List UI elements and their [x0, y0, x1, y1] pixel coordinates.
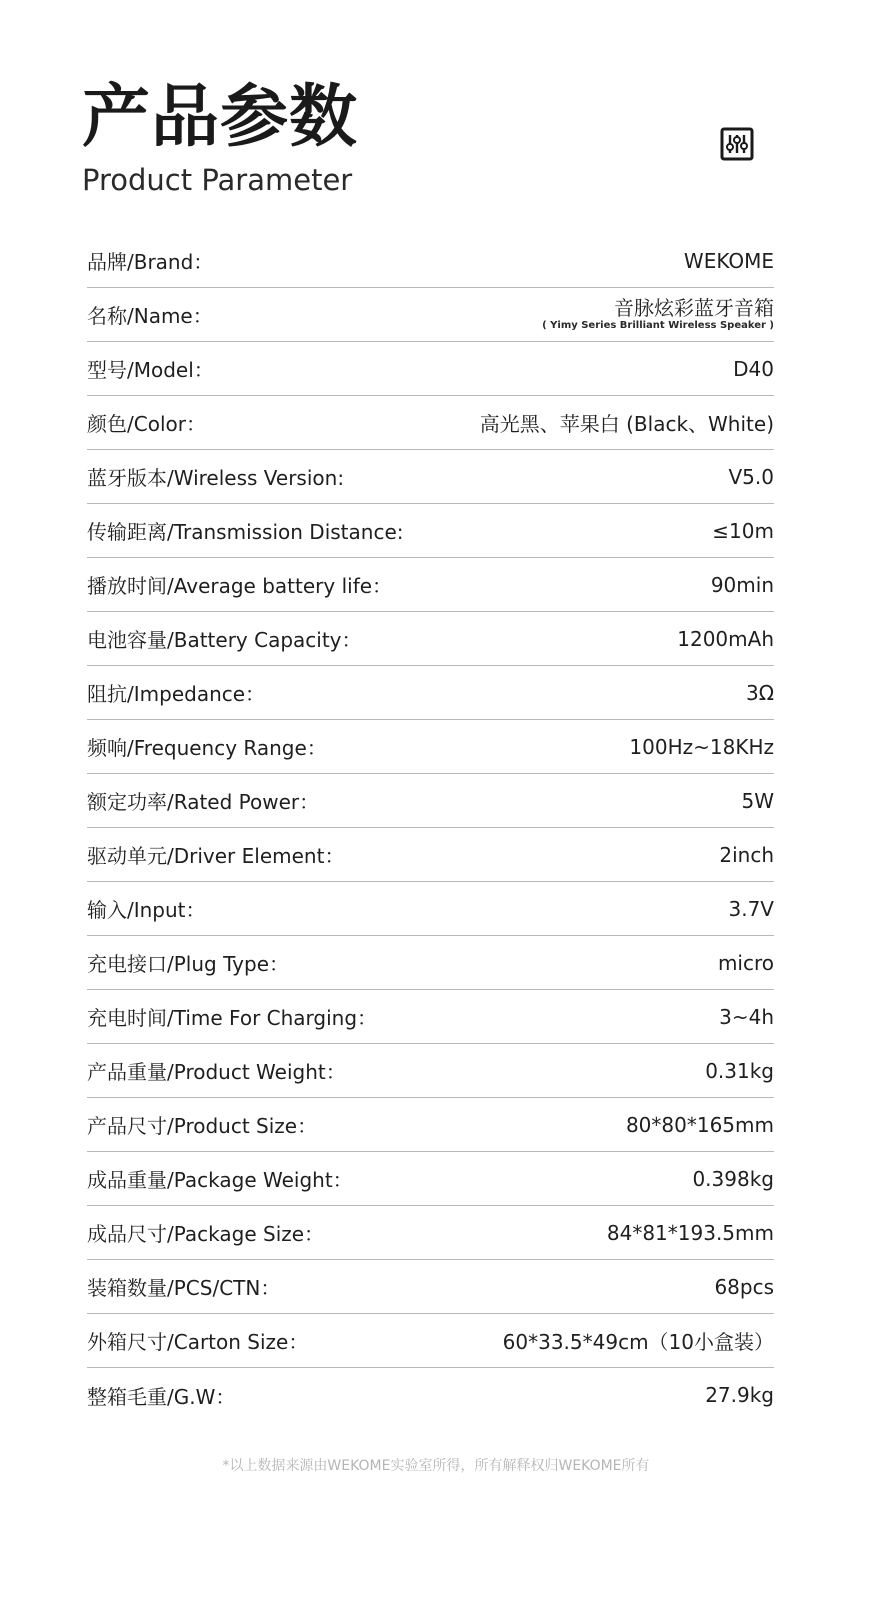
spec-label: 装箱数量/PCS/CTN： — [87, 1276, 281, 1300]
spec-label: 充电接口/Plug Type： — [87, 952, 290, 976]
spec-label: 传输距离/Transmission Distance: — [87, 520, 404, 544]
spec-row — [87, 504, 774, 558]
spec-row — [87, 990, 774, 1044]
spec-row — [87, 234, 774, 288]
spec-row — [87, 666, 774, 720]
spec-row — [87, 1368, 774, 1422]
spec-label: 产品重量/Product Weight： — [87, 1060, 346, 1084]
spec-value: 68pcs — [714, 1274, 774, 1299]
spec-value: 84*81*193.5mm — [606, 1220, 774, 1245]
spec-row — [87, 342, 774, 396]
spec-label: 充电时间/Time For Charging： — [87, 1006, 378, 1030]
spec-value: 3Ω — [745, 680, 774, 705]
spec-row — [87, 1314, 774, 1368]
spec-row — [87, 882, 774, 936]
spec-value: 音脉炫彩蓝牙音箱 — [614, 296, 774, 320]
spec-value: 1200mAh — [677, 626, 774, 651]
spec-value: 3~4h — [719, 1004, 774, 1029]
spec-label: 整箱毛重/G.W： — [87, 1384, 236, 1409]
spec-label: 输入/Input： — [87, 898, 206, 922]
spec-value-group — [542, 297, 774, 332]
spec-value: WEKOME — [683, 248, 774, 273]
settings-sliders-icon — [720, 127, 754, 161]
spec-value: 5W — [741, 788, 774, 813]
footnote: *以上数据来源由WEKOME实验室所得，所有解释权归WEKOME所有 — [222, 1458, 650, 1474]
page-header — [82, 78, 792, 208]
spec-value: D40 — [733, 356, 774, 381]
spec-value: 3.7V — [728, 896, 774, 921]
spec-value: micro — [717, 950, 774, 975]
spec-label: 电池容量/Battery Capacity： — [87, 628, 362, 652]
spec-label: 品牌/Brand： — [87, 250, 214, 274]
spec-row — [87, 774, 774, 828]
spec-row — [87, 288, 774, 342]
spec-label: 外箱尺寸/Carton Size： — [87, 1330, 309, 1354]
spec-row — [87, 1044, 774, 1098]
spec-row — [87, 1206, 774, 1260]
spec-table — [87, 234, 774, 1422]
spec-row — [87, 612, 774, 666]
spec-row — [87, 396, 774, 450]
spec-label: 成品尺寸/Package Size： — [87, 1222, 325, 1246]
spec-row — [87, 720, 774, 774]
spec-label: 播放时间/Average battery life： — [87, 574, 393, 598]
spec-row — [87, 1098, 774, 1152]
spec-row — [87, 1152, 774, 1206]
spec-value: 90min — [710, 572, 774, 597]
page-title-en: Product Parameter — [82, 163, 353, 197]
spec-value: 高光黑、苹果白 (Black、White) — [479, 412, 774, 436]
spec-label: 阻抗/Impedance： — [87, 682, 266, 706]
spec-value: 0.398kg — [692, 1166, 774, 1191]
spec-row — [87, 936, 774, 990]
spec-value: 2inch — [719, 842, 774, 867]
spec-row — [87, 828, 774, 882]
spec-label: 成品重量/Package Weight： — [87, 1168, 353, 1192]
spec-value: 60*33.5*49cm（10小盒装） — [502, 1330, 774, 1354]
page-title-cn: 产品参数 — [82, 78, 359, 157]
spec-label: 名称/Name： — [87, 304, 213, 328]
spec-value: V5.0 — [728, 464, 774, 489]
spec-value: 0.31kg — [705, 1058, 774, 1083]
spec-label: 蓝牙版本/Wireless Version: — [87, 466, 345, 490]
spec-label: 型号/Model： — [87, 358, 214, 382]
spec-value: 100Hz~18KHz — [629, 734, 774, 759]
spec-row — [87, 450, 774, 504]
spec-row — [87, 1260, 774, 1314]
spec-label: 产品尺寸/Product Size： — [87, 1114, 318, 1138]
spec-value: ≤10m — [712, 518, 774, 543]
spec-value: 27.9kg — [705, 1383, 774, 1407]
spec-label: 颜色/Color： — [87, 412, 206, 436]
spec-label: 频响/Frequency Range： — [87, 736, 327, 760]
spec-row — [87, 558, 774, 612]
spec-value: 80*80*165mm — [625, 1112, 774, 1137]
spec-label: 驱动单元/Driver Element： — [87, 844, 345, 868]
spec-value-subtitle: ( Yimy Series Brilliant Wireless Speaker ) — [542, 320, 774, 331]
spec-label: 额定功率/Rated Power： — [87, 790, 320, 814]
